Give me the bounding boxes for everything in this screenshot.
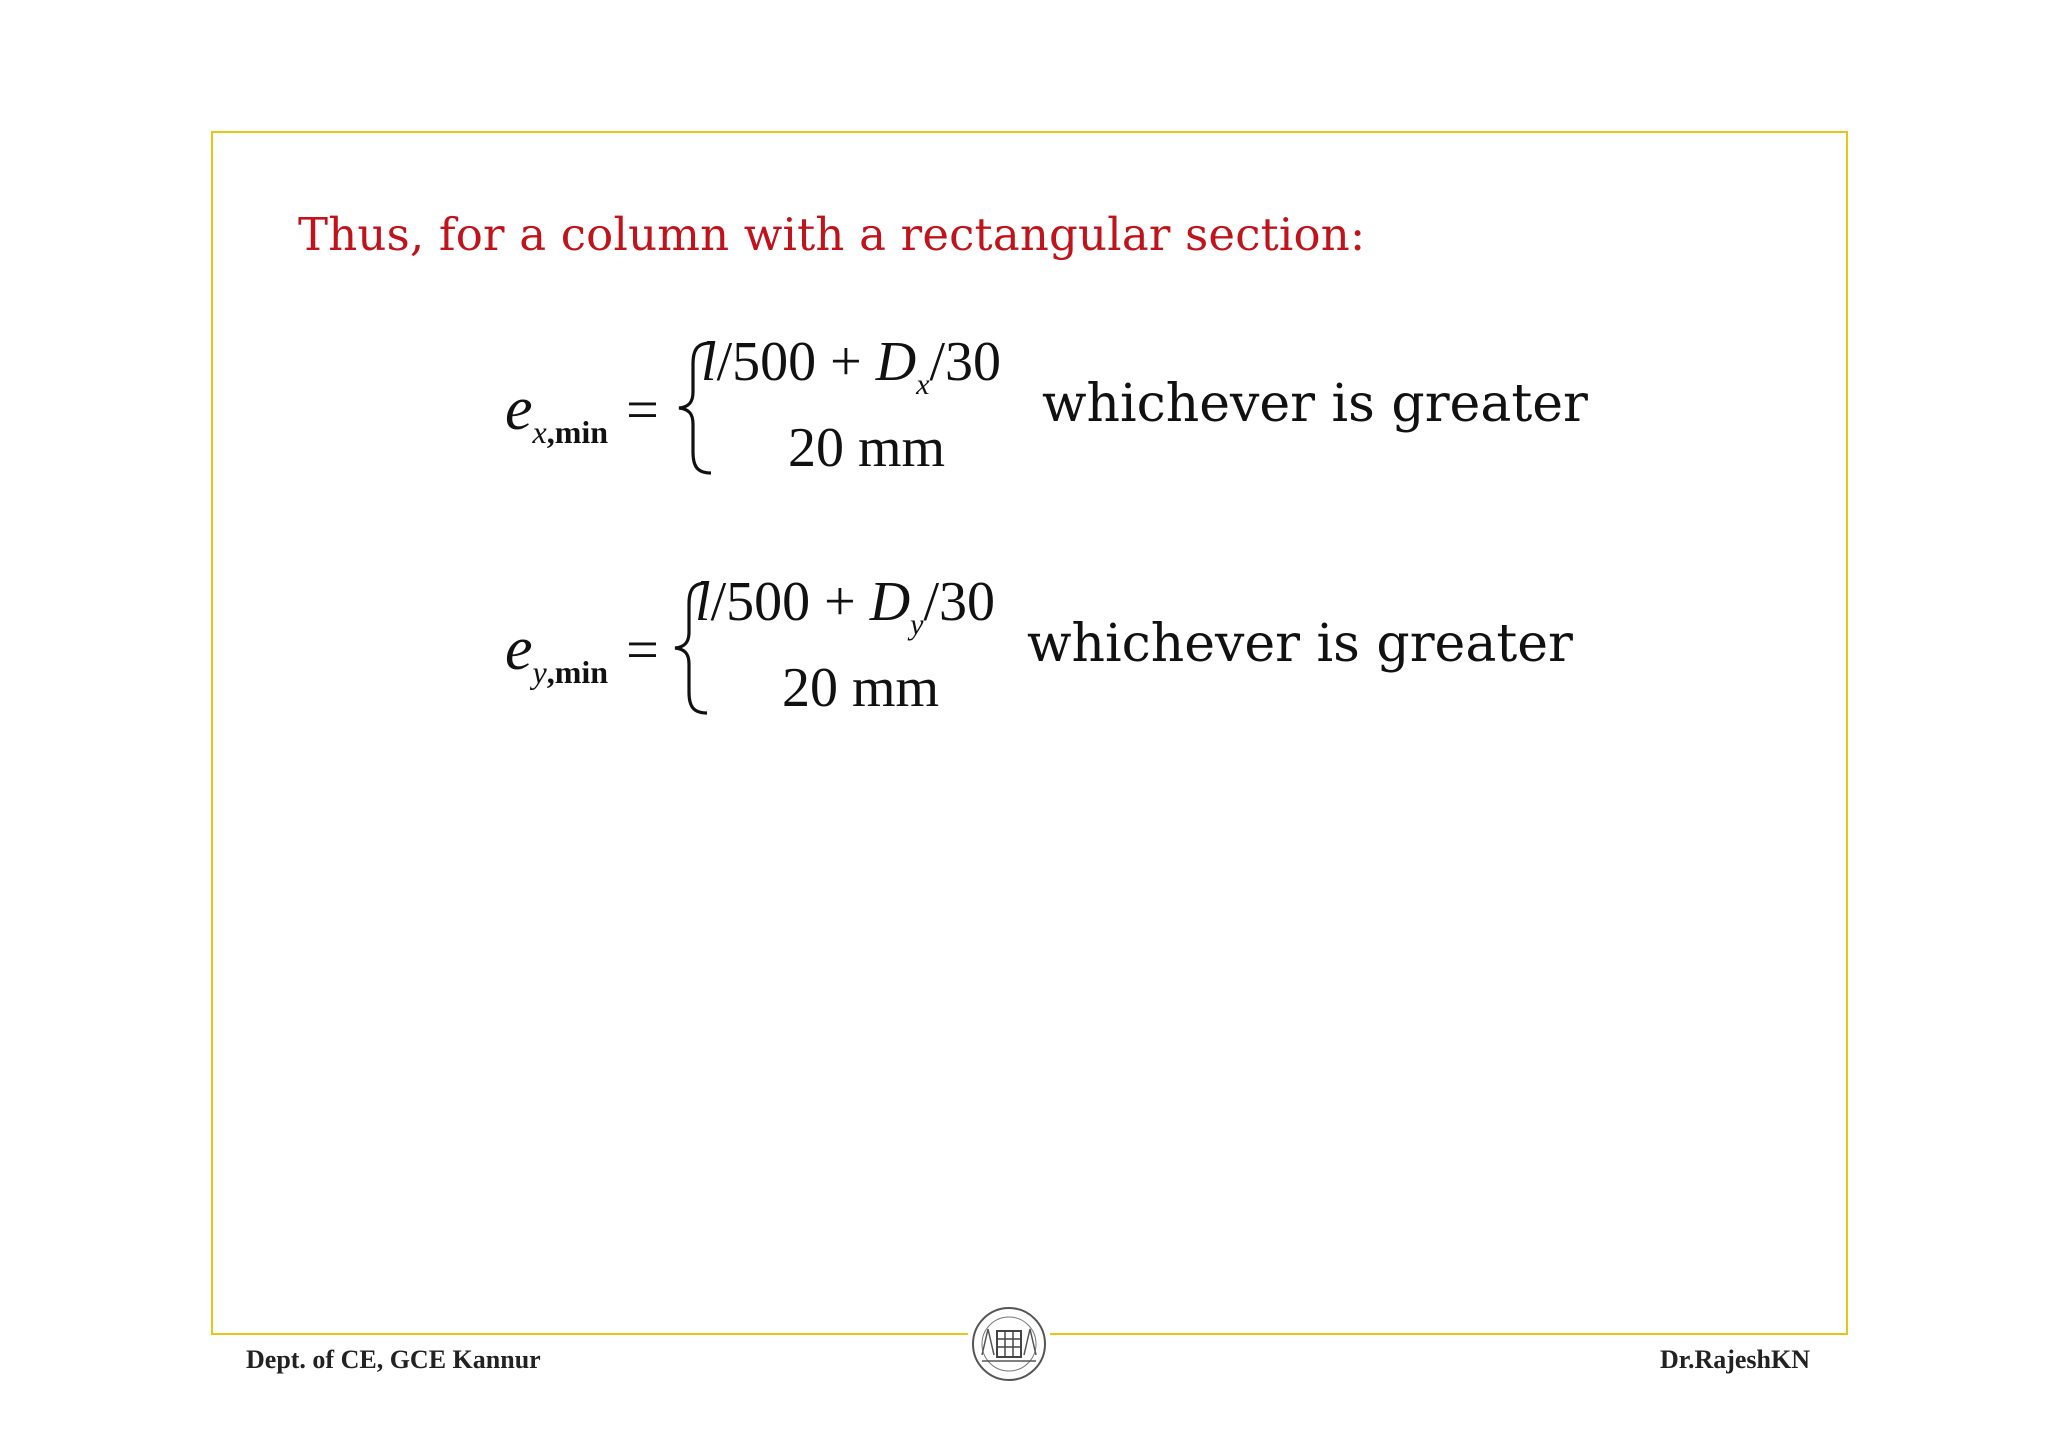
case-one-D-subscript: x: [916, 368, 930, 401]
slide-title: Thus, for a column with a rectangular section:: [298, 208, 1366, 261]
equation-lhs: [505, 374, 659, 450]
case-one-tail: /30: [929, 331, 1002, 393]
college-seal-icon: [968, 1303, 1050, 1385]
equals-sign: =: [626, 377, 659, 442]
lhs-variable: e: [505, 615, 533, 683]
equation-ey-min: [505, 570, 1605, 730]
case-one-mid: /500 +: [710, 571, 870, 633]
case-one-D: D: [869, 571, 911, 633]
equation-ex-min: [505, 330, 1605, 490]
case-two: 20 mm: [788, 417, 946, 479]
case-one: [695, 570, 996, 641]
equation-lhs: [505, 614, 659, 690]
case-one-D: D: [875, 331, 917, 393]
case-one-tail: /30: [923, 571, 996, 633]
lhs-subscript-axis: x: [532, 414, 547, 450]
case-two: 20 mm: [782, 657, 940, 719]
equation-condition: whichever is greater: [1027, 614, 1573, 674]
lhs-subscript-min: ,min: [546, 654, 609, 690]
lhs-subscript: [533, 414, 609, 450]
lhs-subscript-min: ,min: [546, 414, 609, 450]
footer-author: Dr.RajeshKN: [1660, 1345, 1810, 1374]
case-one-D-subscript: y: [910, 608, 924, 641]
slide-frame: [211, 131, 1848, 1335]
lhs-subscript: [533, 654, 609, 690]
equals-sign: =: [626, 617, 659, 682]
case-one: [701, 330, 1002, 401]
lhs-variable: e: [505, 375, 533, 443]
equation-condition: whichever is greater: [1042, 374, 1588, 434]
case-one-l: l: [695, 571, 711, 633]
footer-department: Dept. of CE, GCE Kannur: [246, 1345, 541, 1374]
case-one-mid: /500 +: [716, 331, 876, 393]
case-one-l: l: [701, 331, 717, 393]
lhs-subscript-axis: y: [532, 654, 547, 690]
